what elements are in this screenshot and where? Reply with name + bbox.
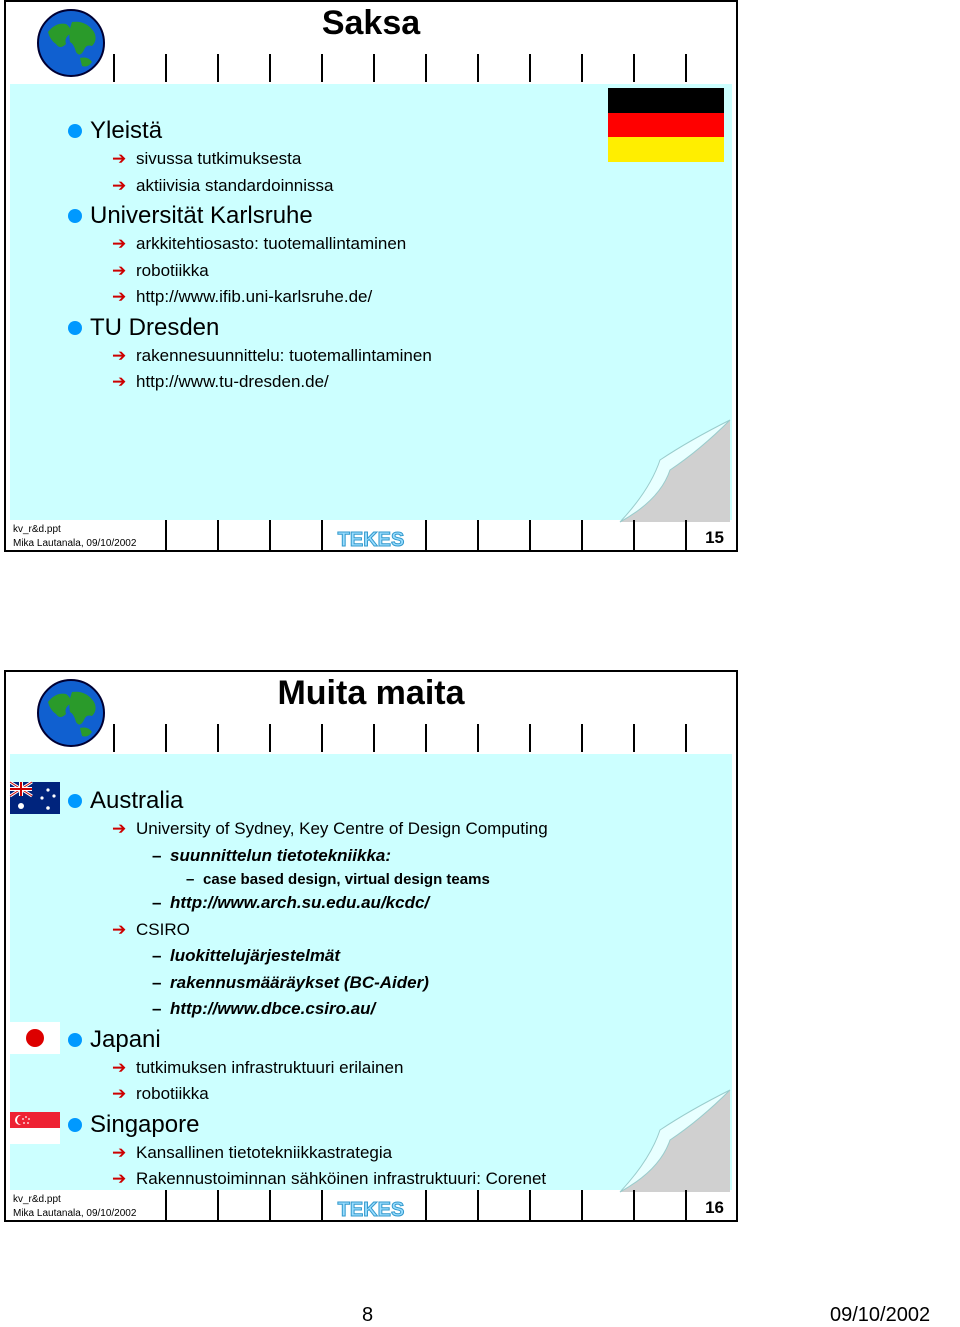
- link-item[interactable]: – http://www.dbce.csiro.au/: [68, 996, 726, 1023]
- sub-item: – suunnittelun tietotekniikka:: [68, 843, 726, 870]
- section-heading: Universität Karlsruhe: [68, 201, 726, 231]
- slide-16-content: [68, 784, 726, 1193]
- arrow-icon: ➔: [112, 234, 127, 253]
- footer-author: Mika Lautanala, 09/10/2002: [13, 538, 137, 549]
- link-item[interactable]: ➔ http://www.tu-dresden.de/: [68, 369, 726, 396]
- slide-number: 16: [705, 1198, 724, 1217]
- australia-flag: [10, 782, 60, 814]
- slide-number: 15: [705, 528, 724, 547]
- arrow-icon: ➔: [112, 260, 127, 280]
- tekes-logo: [337, 1194, 405, 1222]
- footer-filename: kv_r&d.ppt: [13, 1194, 61, 1205]
- dash-icon: –: [152, 845, 162, 865]
- page-date: 09/10/2002: [830, 1304, 931, 1326]
- sub-item: – luokittelujärjestelmät: [68, 943, 726, 970]
- arrow-icon: ➔: [112, 287, 127, 306]
- sub-item: – rakennusmääräykset (BC-Aider): [68, 970, 726, 997]
- list-item: ➔ Rakennustoiminnan sähköinen infrastruktuuri: Corenet: [68, 1166, 726, 1193]
- arrow-icon: ➔: [112, 1169, 127, 1188]
- singapore-flag: [10, 1112, 60, 1144]
- bullet-icon: [68, 124, 82, 138]
- list-item: ➔ aktiivisia standardoinnissa: [68, 173, 726, 200]
- arrow-icon: ➔: [112, 919, 127, 939]
- japan-flag: [10, 1022, 60, 1054]
- link-item[interactable]: – http://www.arch.su.edu.au/kcdc/: [68, 890, 726, 917]
- list-item: ➔ rakennesuunnittelu: tuotemallintaminen: [68, 343, 726, 370]
- list-item: ➔ sivussa tutkimuksesta: [68, 146, 726, 173]
- header-ruler: [6, 724, 736, 752]
- section-heading-australia: Australia: [68, 786, 726, 816]
- bullet-icon: [68, 1118, 82, 1132]
- header-ruler: [6, 54, 736, 82]
- footer-author: Mika Lautanala, 09/10/2002: [13, 1208, 137, 1219]
- section-heading-japan: Japani: [68, 1025, 726, 1055]
- dash-icon: –: [152, 893, 162, 912]
- slide-15: [4, 0, 738, 552]
- footer-filename: kv_r&d.ppt: [13, 524, 61, 535]
- bullet-icon: [68, 794, 82, 808]
- slide-title: Muita maita: [277, 674, 465, 712]
- list-item: ➔ tutkimuksen infrastruktuuri erilainen: [68, 1055, 726, 1082]
- arrow-icon: ➔: [112, 345, 127, 365]
- svg-text:TEKES: TEKES: [337, 529, 405, 551]
- arrow-icon: ➔: [112, 1057, 127, 1077]
- tekes-logo: [337, 524, 405, 552]
- list-item: ➔ robotiikka: [68, 258, 726, 285]
- section-heading-singapore: Singapore: [68, 1110, 726, 1140]
- arrow-icon: ➔: [112, 175, 127, 195]
- dash-icon: –: [152, 972, 162, 992]
- list-item: ➔ Kansallinen tietotekniikkastrategia: [68, 1140, 726, 1167]
- slide-title: Saksa: [321, 4, 421, 42]
- slide-15-content: [68, 114, 726, 396]
- list-item: ➔ arkkitehtiosasto: tuotemallintaminen: [68, 231, 726, 258]
- link-item[interactable]: ➔ http://www.ifib.uni-karlsruhe.de/: [68, 284, 726, 311]
- bullet-icon: [68, 321, 82, 335]
- bullet-icon: [68, 209, 82, 223]
- section-heading: Yleistä: [68, 116, 726, 146]
- page-curl: [620, 420, 730, 522]
- sub-sub-item: – case based design, virtual design teams: [186, 871, 490, 888]
- page-number: 8: [362, 1304, 374, 1326]
- arrow-icon: ➔: [112, 1142, 127, 1162]
- arrow-icon: ➔: [112, 372, 127, 391]
- dash-icon: –: [152, 946, 162, 965]
- arrow-icon: ➔: [112, 819, 127, 838]
- bullet-icon: [68, 1033, 82, 1047]
- dash-icon: –: [186, 871, 195, 888]
- arrow-icon: ➔: [112, 149, 127, 168]
- slide-16: [4, 670, 738, 1222]
- dash-icon: –: [152, 999, 162, 1018]
- list-item: ➔ robotiikka: [68, 1081, 726, 1108]
- svg-text:TEKES: TEKES: [337, 1199, 405, 1221]
- list-item: ➔ University of Sydney, Key Centre of Design Computing: [68, 816, 726, 843]
- section-heading: TU Dresden: [68, 313, 726, 343]
- list-item: ➔ CSIRO: [68, 917, 726, 944]
- arrow-icon: ➔: [112, 1084, 127, 1103]
